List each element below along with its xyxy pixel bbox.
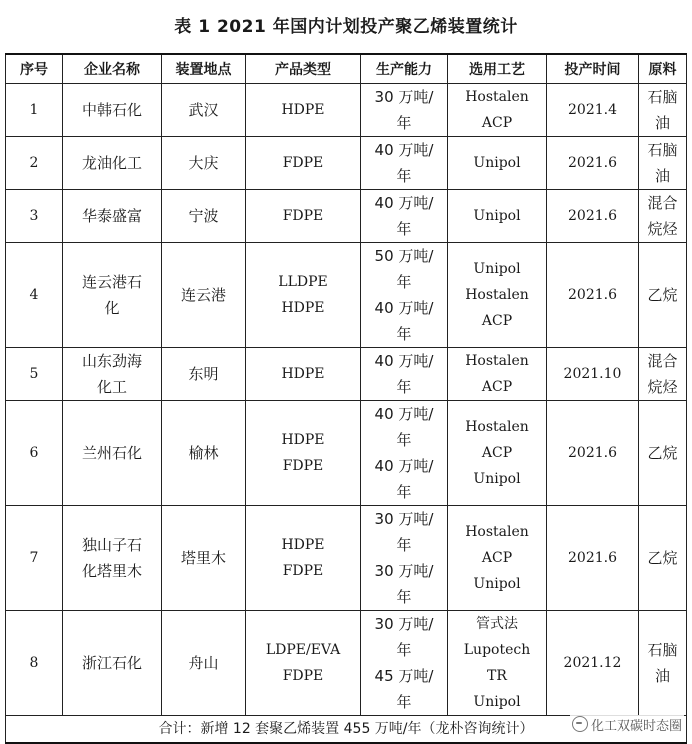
cell-date: 2021.10 xyxy=(547,348,639,401)
cell-location: 榆林 xyxy=(162,401,246,506)
header-company: 企业名称 xyxy=(63,54,162,84)
cell-company-line: 连云港石 xyxy=(81,273,142,291)
cell-material-line: 油 xyxy=(654,114,670,132)
header-capacity: 生产能力 xyxy=(361,54,448,84)
watermark xyxy=(570,715,684,734)
cell-process-line: Unipol xyxy=(473,208,521,224)
cell-capacity-line: 年 xyxy=(396,483,412,501)
cell-process-line: ACP xyxy=(481,445,513,461)
cell-material-line: 石脑 xyxy=(647,141,678,159)
cell-process xyxy=(448,243,547,348)
cell-company xyxy=(63,611,162,716)
cell-product xyxy=(246,348,361,401)
cell-capacity-line: 年 xyxy=(396,114,412,132)
cell-capacity xyxy=(361,243,448,348)
cell-location: 舟山 xyxy=(162,611,246,716)
cell-company-line: 兰州石化 xyxy=(81,444,142,462)
cell-product xyxy=(246,611,361,716)
cell-material xyxy=(639,137,687,190)
cell-capacity-line: 40 万吨/ xyxy=(374,194,434,212)
cell-company-line: 山东劲海 xyxy=(81,352,142,370)
cell-material-line: 混合 xyxy=(647,194,678,212)
cell-date: 2021.6 xyxy=(547,190,639,243)
cell-capacity-line: 年 xyxy=(396,167,412,185)
table-title: 表 1 2021 年国内计划投产聚乙烯装置统计 xyxy=(174,17,518,37)
cell-process-line: Unipol xyxy=(473,576,521,592)
cell-product xyxy=(246,401,361,506)
cell-no: 4 xyxy=(6,243,63,348)
table-row xyxy=(6,506,687,611)
cell-location: 东明 xyxy=(162,348,246,401)
cell-process-line: Unipol xyxy=(473,694,521,710)
cell-material xyxy=(639,190,687,243)
table-row xyxy=(6,137,687,190)
cell-company xyxy=(63,243,162,348)
cell-company xyxy=(63,348,162,401)
cell-capacity-line: 30 万吨/ xyxy=(374,510,434,528)
cell-process-line: Unipol xyxy=(473,261,521,277)
cell-material xyxy=(639,401,687,506)
cell-no: 7 xyxy=(6,506,63,611)
cell-capacity xyxy=(361,401,448,506)
cell-process-line: ACP xyxy=(481,379,513,395)
cell-process-line: ACP xyxy=(481,313,513,329)
cell-capacity-line: 40 万吨/ xyxy=(374,141,434,159)
cell-process-line: ACP xyxy=(481,115,513,131)
cell-capacity-line: 30 万吨/ xyxy=(374,562,434,580)
cell-company-line: 化工 xyxy=(96,378,127,396)
cell-capacity-line: 年 xyxy=(396,588,412,606)
cell-material-line: 乙烷 xyxy=(647,549,678,567)
table-row xyxy=(6,190,687,243)
cell-capacity-line: 40 万吨/ xyxy=(374,457,434,475)
cell-product xyxy=(246,84,361,137)
cell-date: 2021.6 xyxy=(547,506,639,611)
cell-product-line: FDPE xyxy=(282,208,324,224)
cell-company xyxy=(63,137,162,190)
cell-product-line: FDPE xyxy=(282,155,324,171)
cell-capacity xyxy=(361,506,448,611)
cell-process xyxy=(448,506,547,611)
cell-product-line: LLDPE xyxy=(278,274,328,290)
cell-capacity xyxy=(361,190,448,243)
cell-product xyxy=(246,506,361,611)
cell-no: 8 xyxy=(6,611,63,716)
table-row xyxy=(6,84,687,137)
cell-capacity-line: 年 xyxy=(396,378,412,396)
cell-location: 塔里木 xyxy=(162,506,246,611)
cell-material-line: 混合 xyxy=(647,352,678,370)
polyethylene-plants-table xyxy=(5,53,687,744)
cell-product xyxy=(246,190,361,243)
cell-process-line: Hostalen xyxy=(465,419,529,435)
cell-product-line: LDPE/EVA xyxy=(265,642,341,658)
watermark-text: 化工双碳时态圈 xyxy=(590,719,682,734)
cell-process xyxy=(448,348,547,401)
cell-material xyxy=(639,348,687,401)
cell-no: 6 xyxy=(6,401,63,506)
cell-process-line: Hostalen xyxy=(465,353,529,369)
cell-company-line: 龙油化工 xyxy=(81,154,142,172)
cell-process-line: 管式法 xyxy=(476,616,518,632)
cell-material-line: 烷烃 xyxy=(647,220,678,238)
cell-capacity xyxy=(361,611,448,716)
cell-capacity xyxy=(361,137,448,190)
cell-capacity-line: 年 xyxy=(396,641,412,659)
cell-product-line: HDPE xyxy=(281,102,325,118)
cell-date: 2021.6 xyxy=(547,401,639,506)
cell-process xyxy=(448,190,547,243)
header-no: 序号 xyxy=(6,54,63,84)
cell-capacity-line: 30 万吨/ xyxy=(374,88,434,106)
cell-capacity-line: 40 万吨/ xyxy=(374,352,434,370)
header-location: 装置地点 xyxy=(162,54,246,84)
cell-company-line: 独山子石 xyxy=(81,536,142,554)
cell-no: 3 xyxy=(6,190,63,243)
cell-product-line: HDPE xyxy=(281,432,325,448)
cell-material-line: 乙烷 xyxy=(647,286,678,304)
cell-material-line: 油 xyxy=(654,167,670,185)
cell-process xyxy=(448,611,547,716)
cell-process-line: Unipol xyxy=(473,155,521,171)
cell-capacity-line: 50 万吨/ xyxy=(374,247,434,265)
cell-no: 5 xyxy=(6,348,63,401)
cell-company xyxy=(63,190,162,243)
cell-material-line: 乙烷 xyxy=(647,444,678,462)
cell-capacity-line: 年 xyxy=(396,325,412,343)
cell-capacity-line: 40 万吨/ xyxy=(374,299,434,317)
cell-material xyxy=(639,243,687,348)
cell-product-line: HDPE xyxy=(281,366,325,382)
cell-company-line: 中韩石化 xyxy=(81,101,142,119)
cell-process xyxy=(448,401,547,506)
cell-capacity xyxy=(361,84,448,137)
chat-bubble-icon xyxy=(572,716,588,732)
cell-date: 2021.12 xyxy=(547,611,639,716)
cell-process-line: Unipol xyxy=(473,471,521,487)
table-row xyxy=(6,611,687,716)
cell-capacity-line: 年 xyxy=(396,220,412,238)
cell-capacity-line: 年 xyxy=(396,273,412,291)
cell-process-line: TR xyxy=(487,668,507,684)
cell-material-line: 石脑 xyxy=(647,641,678,659)
cell-company xyxy=(63,401,162,506)
cell-company-line: 化 xyxy=(104,299,120,317)
cell-location: 宁波 xyxy=(162,190,246,243)
cell-date: 2021.4 xyxy=(547,84,639,137)
cell-company-line: 浙江石化 xyxy=(81,654,142,672)
cell-capacity-line: 年 xyxy=(396,431,412,449)
cell-product xyxy=(246,243,361,348)
cell-product-line: HDPE xyxy=(281,300,325,316)
cell-company-line: 华泰盛富 xyxy=(81,207,142,225)
header-process: 选用工艺 xyxy=(448,54,547,84)
cell-no: 2 xyxy=(6,137,63,190)
cell-product-line: HDPE xyxy=(281,537,325,553)
cell-material-line: 石脑 xyxy=(647,88,678,106)
cell-product-line: FDPE xyxy=(282,563,324,579)
cell-process-line: Hostalen xyxy=(465,524,529,540)
table-row xyxy=(6,243,687,348)
cell-product xyxy=(246,137,361,190)
header-product: 产品类型 xyxy=(246,54,361,84)
header-row xyxy=(6,54,687,84)
cell-material-line: 烷烃 xyxy=(647,378,678,396)
cell-material-line: 油 xyxy=(654,667,670,685)
cell-capacity-line: 年 xyxy=(396,536,412,554)
cell-capacity-line: 年 xyxy=(396,693,412,711)
cell-material xyxy=(639,84,687,137)
cell-material xyxy=(639,506,687,611)
cell-location: 连云港 xyxy=(162,243,246,348)
cell-date: 2021.6 xyxy=(547,137,639,190)
cell-no: 1 xyxy=(6,84,63,137)
header-date: 投产时间 xyxy=(547,54,639,84)
cell-product-line: FDPE xyxy=(282,668,324,684)
cell-location: 大庆 xyxy=(162,137,246,190)
cell-process xyxy=(448,84,547,137)
cell-capacity-line: 40 万吨/ xyxy=(374,405,434,423)
cell-capacity xyxy=(361,348,448,401)
cell-company-line: 化塔里木 xyxy=(81,562,142,580)
footer-text: 合计：新增 12 套聚乙烯装置 455 万吨/年（龙朴咨询统计） xyxy=(158,721,534,737)
cell-process xyxy=(448,137,547,190)
cell-capacity-line: 45 万吨/ xyxy=(374,667,434,685)
cell-process-line: Hostalen xyxy=(465,89,529,105)
cell-process-line: ACP xyxy=(481,550,513,566)
cell-location: 武汉 xyxy=(162,84,246,137)
cell-process-line: Lupotech xyxy=(463,642,531,658)
cell-capacity-line: 30 万吨/ xyxy=(374,615,434,633)
table-row xyxy=(6,348,687,401)
table-row xyxy=(6,401,687,506)
cell-date: 2021.6 xyxy=(547,243,639,348)
cell-product-line: FDPE xyxy=(282,458,324,474)
header-material: 原料 xyxy=(639,54,687,84)
cell-company xyxy=(63,84,162,137)
cell-company xyxy=(63,506,162,611)
cell-process-line: Hostalen xyxy=(465,287,529,303)
cell-material xyxy=(639,611,687,716)
